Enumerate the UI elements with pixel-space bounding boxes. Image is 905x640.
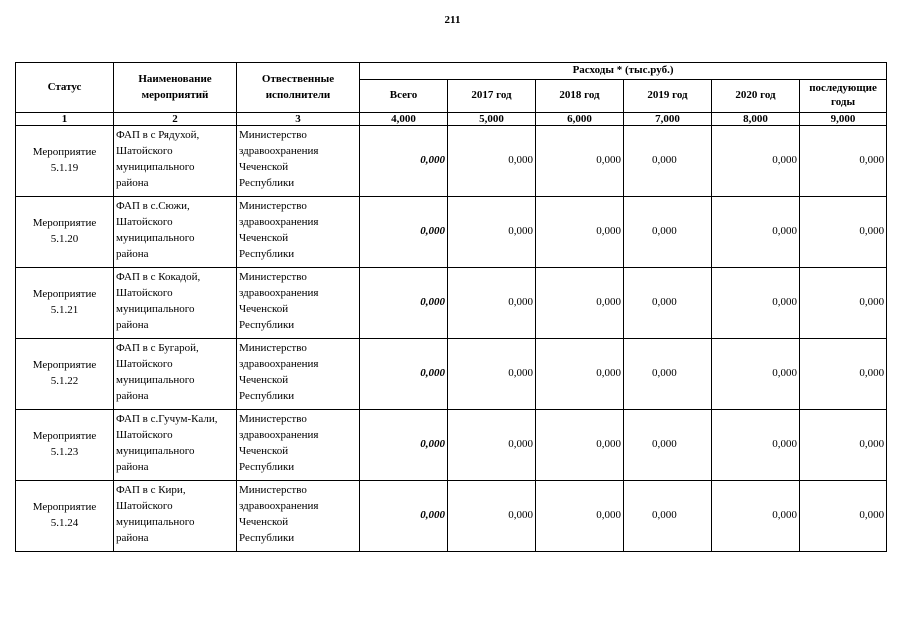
value-later-cell: 0,000 <box>800 339 887 410</box>
value-2018-cell: 0,000 <box>536 268 624 339</box>
status-cell <box>16 126 114 197</box>
table-body <box>16 113 887 552</box>
executor-cell <box>237 339 360 410</box>
header-status: Статус <box>16 63 114 113</box>
measure-name-line: района <box>116 247 149 260</box>
status-cell <box>16 197 114 268</box>
measure-name-line: Шатойского <box>116 215 173 228</box>
total-cell: 0,000 <box>360 268 448 339</box>
executor-cell <box>237 126 360 197</box>
executor-line: Министерство <box>239 200 307 212</box>
column-number: 1 <box>16 113 114 126</box>
measure-name-line: ФАП в с Рядухой, <box>116 129 200 141</box>
executor-cell <box>237 197 360 268</box>
value-2018-cell: 0,000 <box>536 481 624 552</box>
measure-name-line: Шатойского <box>116 286 173 299</box>
value-later-cell: 0,000 <box>800 410 887 481</box>
status-text: Мероприятие <box>32 217 97 230</box>
value-2020-cell: 0,000 <box>712 339 800 410</box>
value-2018-cell: 0,000 <box>536 126 624 197</box>
executor-line: здравоохранения <box>239 357 319 370</box>
executor-line: Республики <box>239 531 295 544</box>
measure-name-line: муниципального <box>116 302 195 315</box>
value-2020-cell: 0,000 <box>712 481 800 552</box>
measure-name-line: района <box>116 389 149 402</box>
value-later-cell: 0,000 <box>800 481 887 552</box>
measure-name-cell <box>114 481 237 552</box>
status-text: 5.1.24 <box>50 517 79 529</box>
executor-line: здравоохранения <box>239 499 319 512</box>
measure-name-cell <box>114 410 237 481</box>
executor-cell <box>237 410 360 481</box>
value-2020-cell: 0,000 <box>712 268 800 339</box>
value-later-cell: 0,000 <box>800 126 887 197</box>
value-2018-cell: 0,000 <box>536 410 624 481</box>
column-number: 8,000 <box>712 113 800 126</box>
executor-line: Министерство <box>239 484 307 496</box>
header-later: последующие годы <box>800 80 887 113</box>
value-2019-cell: 0,000 <box>624 410 712 481</box>
value-2017-cell: 0,000 <box>448 197 536 268</box>
executor-line: Министерство <box>239 271 307 283</box>
value-2019-cell: 0,000 <box>624 481 712 552</box>
measure-name-cell <box>114 339 237 410</box>
status-text: 5.1.20 <box>50 233 79 245</box>
status-text: 5.1.22 <box>50 375 79 387</box>
table-row <box>16 197 887 268</box>
budget-table <box>15 62 887 552</box>
executor-line: Республики <box>239 318 295 331</box>
executor-line: Чеченской <box>239 373 289 386</box>
status-cell <box>16 481 114 552</box>
value-2019-cell: 0,000 <box>624 197 712 268</box>
value-2020-cell: 0,000 <box>712 197 800 268</box>
total-cell: 0,000 <box>360 126 448 197</box>
measure-name-line: муниципального <box>116 373 195 386</box>
page-number: 211 <box>444 14 461 26</box>
measure-name-line: муниципального <box>116 515 195 528</box>
status-text: 5.1.23 <box>50 446 79 458</box>
column-number: 2 <box>114 113 237 126</box>
status-text: 5.1.19 <box>50 162 79 174</box>
table-row <box>16 126 887 197</box>
header-total: Всего <box>360 80 448 113</box>
total-cell: 0,000 <box>360 197 448 268</box>
status-cell <box>16 410 114 481</box>
value-2020-cell: 0,000 <box>712 410 800 481</box>
total-cell: 0,000 <box>360 481 448 552</box>
value-later-cell: 0,000 <box>800 268 887 339</box>
measure-name-line: района <box>116 318 149 331</box>
column-number: 3 <box>237 113 360 126</box>
table-header <box>16 63 887 113</box>
total-cell: 0,000 <box>360 410 448 481</box>
status-text: Мероприятие <box>32 288 97 301</box>
column-number: 7,000 <box>624 113 712 126</box>
header-2018: 2018 год <box>536 80 624 113</box>
status-text: Мероприятие <box>32 430 97 443</box>
column-number-row <box>16 113 887 126</box>
measure-name-line: Шатойского <box>116 499 173 512</box>
value-2019-cell: 0,000 <box>624 268 712 339</box>
executor-line: Чеченской <box>239 444 289 457</box>
measure-name-line: ФАП в с Кокадой, <box>116 271 201 283</box>
measure-name-cell <box>114 197 237 268</box>
measure-name-line: Шатойского <box>116 428 173 441</box>
column-number: 5,000 <box>448 113 536 126</box>
table-row <box>16 339 887 410</box>
status-text: Мероприятие <box>32 501 97 514</box>
total-cell: 0,000 <box>360 339 448 410</box>
measure-name-line: ФАП в с Кири, <box>116 484 186 496</box>
status-cell <box>16 268 114 339</box>
executor-line: Министерство <box>239 342 307 354</box>
executor-line: Министерство <box>239 129 307 141</box>
measure-name-cell <box>114 268 237 339</box>
measure-name-line: Шатойского <box>116 357 173 370</box>
status-text: 5.1.21 <box>50 304 79 316</box>
column-number: 9,000 <box>800 113 887 126</box>
header-2017: 2017 год <box>448 80 536 113</box>
executor-line: Республики <box>239 176 295 189</box>
value-2017-cell: 0,000 <box>448 339 536 410</box>
executor-line: здравоохранения <box>239 144 319 157</box>
value-2019-cell: 0,000 <box>624 126 712 197</box>
value-2019-cell: 0,000 <box>624 339 712 410</box>
value-2018-cell: 0,000 <box>536 197 624 268</box>
executor-line: здравоохранения <box>239 215 319 228</box>
column-number: 4,000 <box>360 113 448 126</box>
table-row <box>16 268 887 339</box>
executor-line: Республики <box>239 247 295 260</box>
measure-name-line: района <box>116 531 149 544</box>
header-2019: 2019 год <box>624 80 712 113</box>
executor-line: Республики <box>239 460 295 473</box>
measure-name-line: района <box>116 176 149 189</box>
value-2018-cell: 0,000 <box>536 339 624 410</box>
header-executors: Отвественные исполнители <box>237 63 360 113</box>
status-cell <box>16 339 114 410</box>
executor-line: Чеченской <box>239 515 289 528</box>
measure-name-line: района <box>116 460 149 473</box>
executor-line: Чеченской <box>239 160 289 173</box>
executor-cell <box>237 268 360 339</box>
executor-line: Республики <box>239 389 295 402</box>
table-row <box>16 481 887 552</box>
executor-line: Чеченской <box>239 231 289 244</box>
executor-line: Чеченской <box>239 302 289 315</box>
value-2017-cell: 0,000 <box>448 268 536 339</box>
executor-cell <box>237 481 360 552</box>
executor-line: здравоохранения <box>239 428 319 441</box>
header-expenses: Расходы * (тыс.руб.) <box>360 63 887 80</box>
measure-name-line: ФАП в с.Гучум-Кали, <box>116 413 218 425</box>
value-2017-cell: 0,000 <box>448 410 536 481</box>
measure-name-line: муниципального <box>116 231 195 244</box>
measure-name-cell <box>114 126 237 197</box>
measure-name-line: ФАП в с.Сюжи, <box>116 200 190 212</box>
value-2017-cell: 0,000 <box>448 126 536 197</box>
table-row <box>16 410 887 481</box>
measure-name-line: ФАП в с Бугарой, <box>116 342 199 354</box>
value-2020-cell: 0,000 <box>712 126 800 197</box>
header-name: Наименование мероприятий <box>114 63 237 113</box>
executor-line: Министерство <box>239 413 307 425</box>
value-2017-cell: 0,000 <box>448 481 536 552</box>
measure-name-line: муниципального <box>116 160 195 173</box>
value-later-cell: 0,000 <box>800 197 887 268</box>
column-number: 6,000 <box>536 113 624 126</box>
measure-name-line: муниципального <box>116 444 195 457</box>
status-text: Мероприятие <box>32 359 97 372</box>
status-text: Мероприятие <box>32 146 97 159</box>
measure-name-line: Шатойского <box>116 144 173 157</box>
header-2020: 2020 год <box>712 80 800 113</box>
executor-line: здравоохранения <box>239 286 319 299</box>
